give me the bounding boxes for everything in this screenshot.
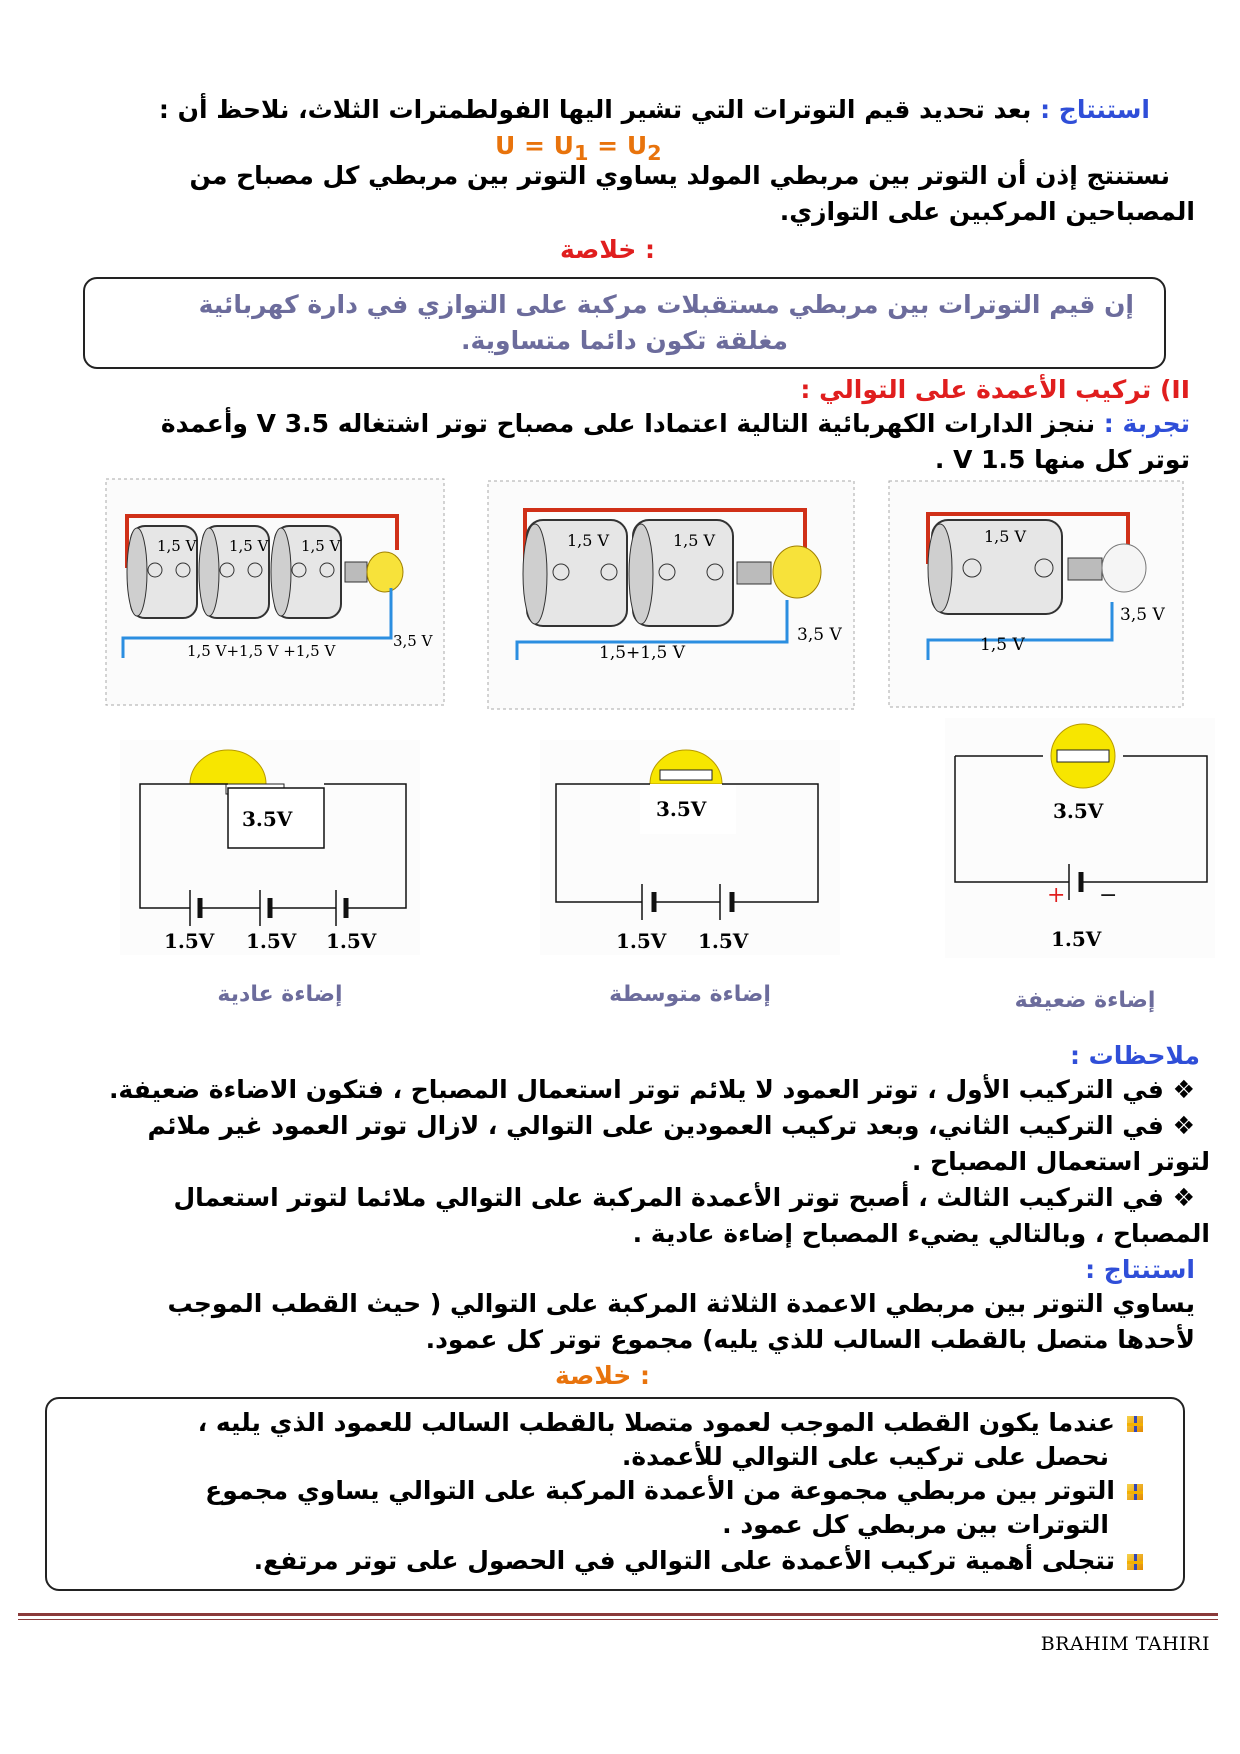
conclusion-line <box>60 92 1150 128</box>
svg-text:1,5 V: 1,5 V <box>229 537 269 555</box>
caption-normal: إضاءة عادية <box>217 982 343 1007</box>
lamp-voltage: 3.5V <box>242 807 293 831</box>
section-title: II) تركيب الأعمدة على التوالي : <box>800 375 1190 404</box>
battery-cell <box>271 526 342 618</box>
circuit-one-cell <box>945 718 1215 958</box>
note-3-line-2: المصباح ، وبالتالي يضيء المصباح إضاءة عادية . <box>632 1219 1210 1248</box>
svg-text:1.5V: 1.5V <box>1051 927 1102 951</box>
conclusion-label: استنتاج : <box>1040 95 1150 124</box>
caption-weak: إضاءة ضعيفة <box>1014 988 1156 1013</box>
svg-text:1,5 V: 1,5 V <box>157 537 197 555</box>
plus-sign: + <box>1047 883 1066 908</box>
svg-text:1.5V: 1.5V <box>246 929 297 953</box>
battery-cell <box>523 520 627 626</box>
battery-cell <box>199 526 270 618</box>
minus-sign: − <box>1099 883 1118 908</box>
note-2-line-2: لتوتر استعمال المصباح . <box>911 1147 1210 1176</box>
deduction-line-1: نستنتج إذن أن التوتر بين مربطي المولد يساوي التوتر بين مربطي كل مصباح من <box>189 161 1170 190</box>
note-3-line-1: ❖ في التركيب الثالث ، أصبح توتر الأعمدة المركبة على التوالي ملائما لتوتر استعمال <box>173 1183 1195 1212</box>
note-1: ❖ في التركيب الأول ، توتر العمود لا يلائم توتر استعمال المصباح ، فتكون الاضاءة ضعيفة. <box>108 1075 1195 1104</box>
photo-lamp-label: 3,5 V <box>393 632 433 650</box>
summary-line-1: إن قيم التوترات بين مربطي مستقبلات مركبة على التوازي في دارة كهربائية <box>198 290 1134 319</box>
lamp-voltage: 3.5V <box>656 797 707 821</box>
caption-medium: إضاءة متوسطة <box>609 982 771 1007</box>
summary2-label: خلاصة : <box>555 1361 651 1390</box>
svg-text:1,5 V: 1,5 V <box>567 531 610 550</box>
experiment-label: تجربة : <box>1103 409 1190 438</box>
conclusion2-line-2: لأحدها متصل بالقطب السالب للذي يليه) مجموع توتر كل عمود. <box>425 1325 1195 1354</box>
svg-text:1.5V: 1.5V <box>164 929 215 953</box>
bullet-icon <box>1127 1416 1143 1432</box>
summary2-box: عندما يكون القطب الموجب لعمود متصلا بالقطب السالب للعمود الذي يليه ، نحصل على تركيب على التوالي للأعمدة. التوتر بين مربطي مجموعة من الأعمدة المركبة على التوالي يساوي مجموع التوترات بين مربطي كل عمود . تتجلى أهمية تركيب الأعمدة على التوالي في الحصول على توتر مرتفع. <box>45 1397 1185 1591</box>
lamp-voltage: 3.5V <box>1053 799 1104 823</box>
summary-box <box>83 277 1166 369</box>
notes-label: ملاحظات : <box>1069 1041 1200 1070</box>
photo-three-cells <box>105 478 445 706</box>
footer-rule <box>18 1613 1218 1616</box>
summary-line-2: مغلقة تكون دائما متساوية. <box>460 326 789 355</box>
summary2-bullet-2: التوتر بين مربطي مجموعة من الأعمدة المركبة على التوالي يساوي مجموع <box>83 1473 1143 1509</box>
conclusion2-line-1: يساوي التوتر بين مربطي الاعمدة الثلاثة المركبة على التوالي ( حيث القطب الموجب <box>167 1289 1195 1318</box>
note-2-line-1: ❖ في التركيب الثاني، وبعد تركيب العمودين على التوالي ، لازال توتر العمود غير ملائم <box>147 1111 1195 1140</box>
experiment-line-1: تجربة : ننجز الدارات الكهربائية التالية اعتمادا على مصباح توتر اشتغاله 3.5 V وأعمدة <box>160 409 1190 438</box>
svg-text:1,5 V: 1,5 V <box>673 531 716 550</box>
battery-cell <box>629 520 733 626</box>
battery-cell <box>928 520 1062 614</box>
voltage-formula: $U = U_1 = U_2$ <box>495 131 662 165</box>
bullet-icon <box>1127 1484 1143 1500</box>
circuit-two-cells <box>540 740 840 955</box>
circuit-three-cells <box>120 740 420 955</box>
summary2-bullet-1: عندما يكون القطب الموجب لعمود متصلا بالقطب السالب للعمود الذي يليه ، <box>83 1405 1143 1441</box>
photo-bottom-label: 1,5 V+1,5 V +1,5 V <box>187 642 336 660</box>
photo-bottom-label: 1,5+1,5 V <box>599 643 685 663</box>
svg-text:1.5V: 1.5V <box>698 929 749 953</box>
photo-one-cell <box>888 480 1184 708</box>
battery-cell <box>127 526 198 618</box>
experiment-line-2: توتر كل منها 1.5 V . <box>934 445 1190 474</box>
photo-lamp-label: 3,5 V <box>797 625 842 645</box>
svg-text:1,5 V: 1,5 V <box>301 537 341 555</box>
photo-bottom-label: 1,5 V <box>980 635 1025 655</box>
summary2-bullet-3: تتجلى أهمية تركيب الأعمدة على التوالي في الحصول على توتر مرتفع. <box>83 1543 1143 1579</box>
svg-text:1,5 V: 1,5 V <box>984 527 1027 546</box>
photo-two-cells <box>487 480 855 710</box>
bullet-icon <box>1127 1554 1143 1570</box>
deduction-line-2: المصباحين المركبين على التوازي. <box>779 197 1195 226</box>
svg-text:1.5V: 1.5V <box>326 929 377 953</box>
summary-label: خلاصة : <box>560 235 656 264</box>
photo-lamp-label: 3,5 V <box>1120 605 1165 625</box>
author: BRAHIM TAHIRI <box>1040 1633 1210 1655</box>
conclusion-text: بعد تحديد قيم التوترات التي تشير اليها الفولطمترات الثلاث، نلاحظ أن : <box>158 95 1041 124</box>
svg-text:1.5V: 1.5V <box>616 929 667 953</box>
conclusion2-label: استنتاج : <box>1085 1255 1195 1284</box>
